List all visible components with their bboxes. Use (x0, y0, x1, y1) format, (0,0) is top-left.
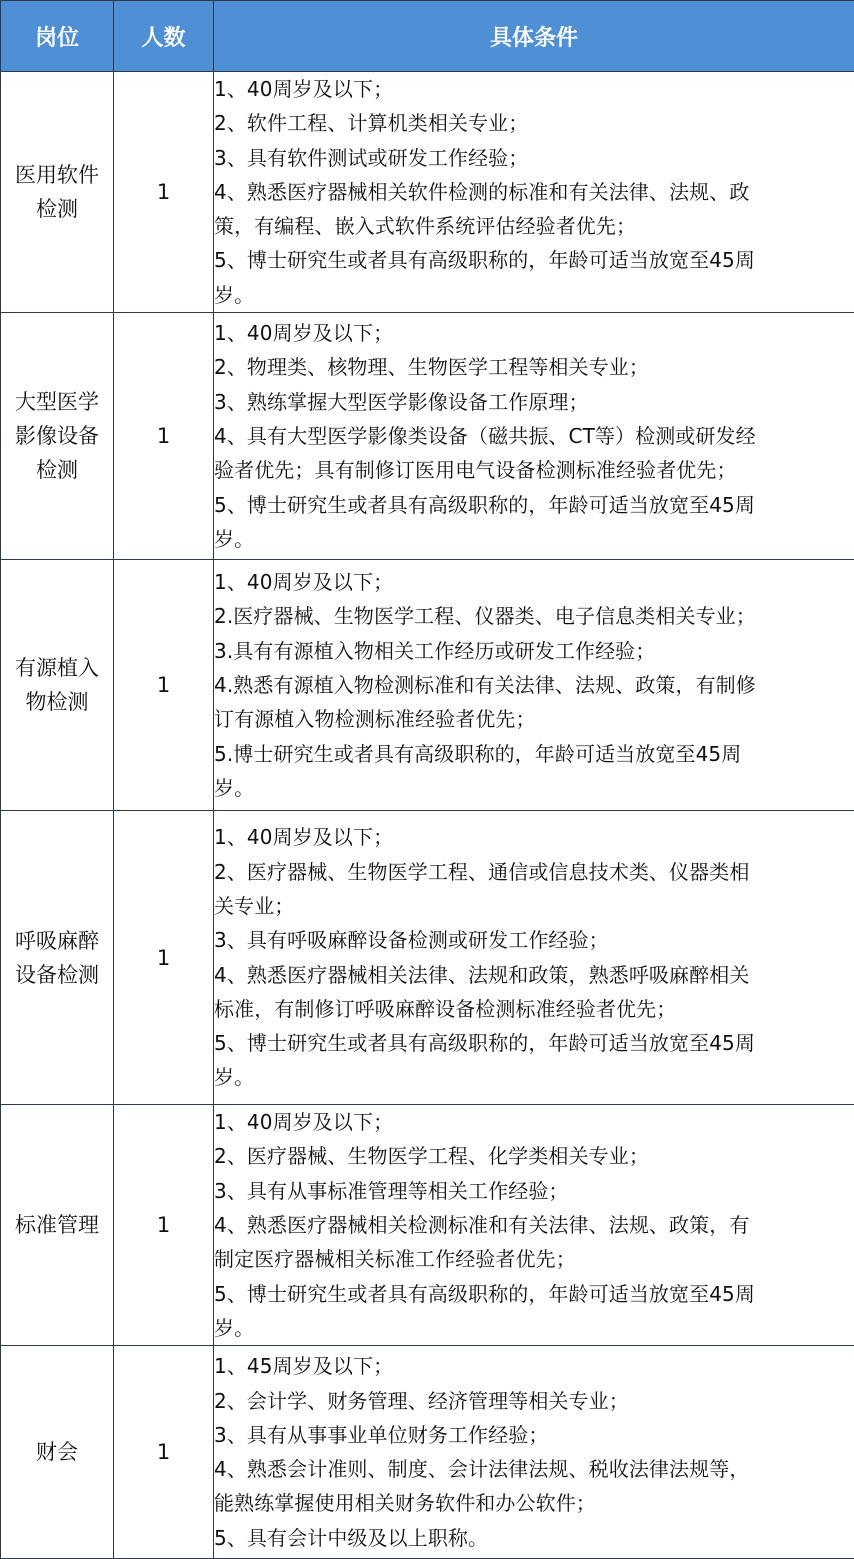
condition-line: 4、具有大型医学影像类设备（磁共振、CT等）检测或研发经 (214, 419, 854, 453)
conditions-cell (214, 72, 854, 313)
position-line: 有源植入 (1, 651, 113, 685)
table-header-row (1, 1, 854, 72)
condition-line: 2、物理类、核物理、生物医学工程等相关专业； (214, 350, 854, 384)
position-line: 大型医学 (1, 385, 113, 419)
position-cell (1, 1105, 114, 1346)
condition-line: 1、40周岁及以下； (214, 1105, 854, 1139)
condition-line: 3、具有从事事业单位财务工作经验； (214, 1418, 854, 1452)
position-line: 设备检测 (1, 958, 113, 992)
condition-line: 岁。 (214, 522, 854, 556)
condition-line: 岁。 (214, 771, 854, 805)
count-cell: 1 (114, 1105, 214, 1346)
conditions-cell (214, 1346, 854, 1559)
count-cell: 1 (114, 72, 214, 313)
condition-line: 1、40周岁及以下； (214, 72, 854, 106)
count-cell: 1 (114, 560, 214, 811)
condition-line: 5、博士研究生或者具有高级职称的，年龄可适当放宽至45周 (214, 1026, 854, 1060)
condition-line: 2、医疗器械、生物医学工程、化学类相关专业； (214, 1139, 854, 1173)
condition-line: 制定医疗器械相关标准工作经验者优先； (214, 1242, 854, 1276)
conditions-cell (214, 560, 854, 811)
table-row (1, 811, 854, 1105)
conditions-cell (214, 313, 854, 560)
position-cell (1, 811, 114, 1105)
condition-line: 4.熟悉有源植入物检测标准和有关法律、法规、政策，有制修 (214, 668, 854, 702)
condition-line: 1、45周岁及以下； (214, 1349, 854, 1383)
header-count: 人数 (114, 1, 214, 72)
condition-line: 5、博士研究生或者具有高级职称的，年龄可适当放宽至45周 (214, 243, 854, 277)
table-row (1, 1346, 854, 1559)
header-conditions: 具体条件 (214, 1, 854, 72)
condition-line: 4、熟悉医疗器械相关检测标准和有关法律、法规、政策，有 (214, 1208, 854, 1242)
condition-line: 标准，有制修订呼吸麻醉设备检测标准经验者优先； (214, 992, 854, 1026)
position-cell (1, 560, 114, 811)
condition-line: 4、熟悉会计准则、制度、会计法律法规、税收法律法规等， (214, 1452, 854, 1486)
table-row (1, 560, 854, 811)
condition-line: 2、会计学、财务管理、经济管理等相关专业； (214, 1384, 854, 1418)
conditions-cell (214, 1105, 854, 1346)
position-cell (1, 1346, 114, 1559)
condition-line: 3、具有呼吸麻醉设备检测或研发工作经验； (214, 923, 854, 957)
condition-line: 策，有编程、嵌入式软件系统评估经验者优先； (214, 209, 854, 243)
table-row (1, 72, 854, 313)
position-line: 检测 (1, 453, 113, 487)
condition-line: 2、软件工程、计算机类相关专业； (214, 106, 854, 140)
condition-line: 5、博士研究生或者具有高级职称的，年龄可适当放宽至45周 (214, 488, 854, 522)
count-cell: 1 (114, 811, 214, 1105)
condition-line: 3、具有软件测试或研发工作经验； (214, 141, 854, 175)
condition-line: 4、熟悉医疗器械相关软件检测的标准和有关法律、法规、政 (214, 175, 854, 209)
condition-line: 1、40周岁及以下； (214, 820, 854, 854)
position-line: 医用软件 (1, 158, 113, 192)
condition-line: 1、40周岁及以下； (214, 316, 854, 350)
condition-line: 2、医疗器械、生物医学工程、通信或信息技术类、仪器类相 (214, 855, 854, 889)
condition-line: 5、博士研究生或者具有高级职称的，年龄可适当放宽至45周 (214, 1277, 854, 1311)
position-line: 物检测 (1, 685, 113, 719)
condition-line: 订有源植入物检测标准经验者优先； (214, 702, 854, 736)
position-cell (1, 313, 114, 560)
condition-line: 1、40周岁及以下； (214, 565, 854, 599)
condition-line: 5、具有会计中级及以上职称。 (214, 1521, 854, 1555)
position-line: 呼吸麻醉 (1, 924, 113, 958)
condition-line: 2.医疗器械、生物医学工程、仪器类、电子信息类相关专业； (214, 599, 854, 633)
table-row (1, 313, 854, 560)
condition-line: 岁。 (214, 1060, 854, 1094)
condition-line: 岁。 (214, 1311, 854, 1345)
conditions-cell (214, 811, 854, 1105)
condition-line: 关专业； (214, 889, 854, 923)
count-cell: 1 (114, 1346, 214, 1559)
condition-line: 3、具有从事标准管理等相关工作经验； (214, 1174, 854, 1208)
condition-line: 5.博士研究生或者具有高级职称的，年龄可适当放宽至45周 (214, 737, 854, 771)
position-line: 影像设备 (1, 419, 113, 453)
position-line: 财会 (1, 1435, 113, 1469)
condition-line: 验者优先；具有制修订医用电气设备检测标准经验者优先； (214, 453, 854, 487)
condition-line: 4、熟悉医疗器械相关法律、法规和政策，熟悉呼吸麻醉相关 (214, 958, 854, 992)
position-cell (1, 72, 114, 313)
condition-line: 能熟练掌握使用相关财务软件和办公软件； (214, 1486, 854, 1520)
table-row (1, 1105, 854, 1346)
condition-line: 岁。 (214, 278, 854, 312)
condition-line: 3.具有有源植入物相关工作经历或研发工作经验； (214, 634, 854, 668)
header-position: 岗位 (1, 1, 114, 72)
condition-line: 3、熟练掌握大型医学影像设备工作原理； (214, 385, 854, 419)
position-line: 标准管理 (1, 1208, 113, 1242)
count-cell: 1 (114, 313, 214, 560)
position-line: 检测 (1, 192, 113, 226)
